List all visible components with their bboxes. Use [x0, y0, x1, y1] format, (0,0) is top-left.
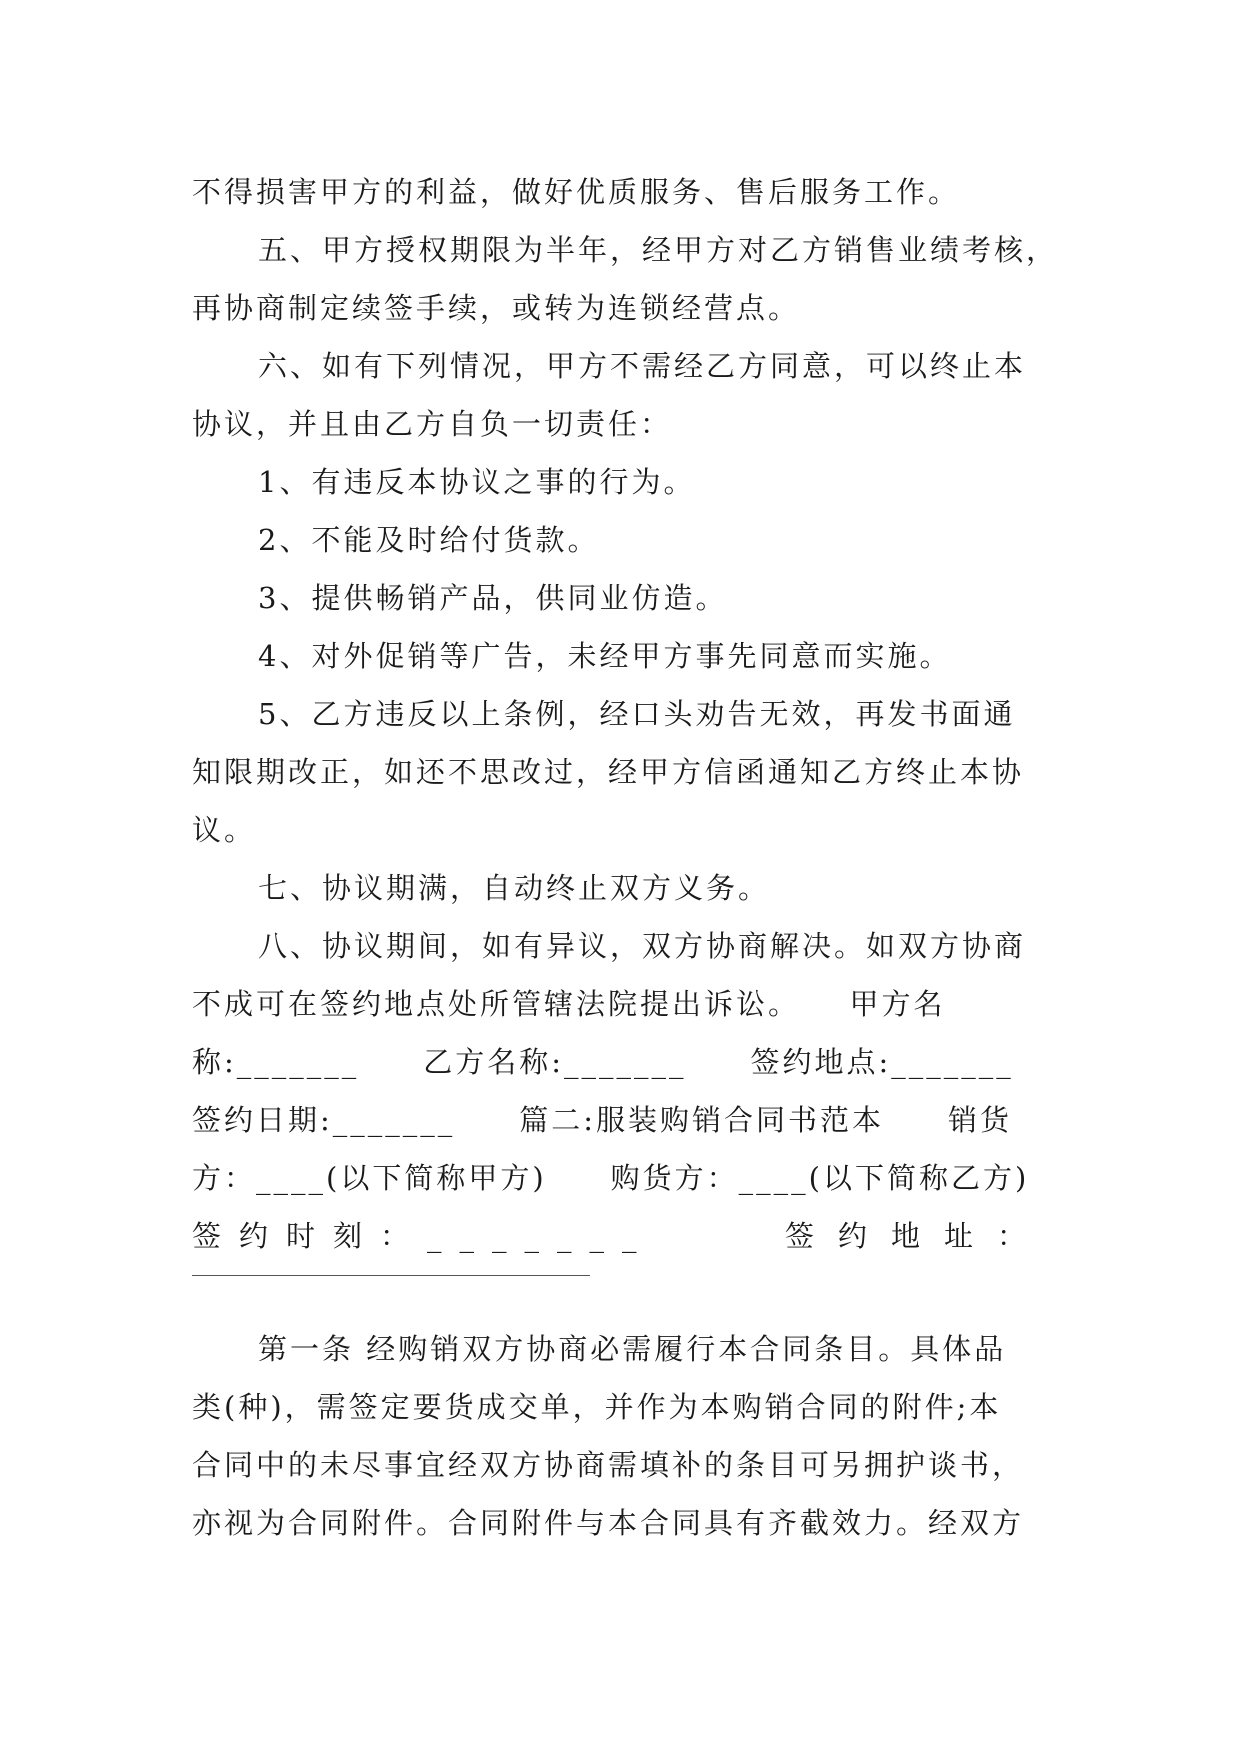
paragraph-line: 协议，并且由乙方自负一切责任：: [192, 407, 673, 441]
document-body: [192, 163, 1059, 1552]
clause-seven: 七、协议期满，自动终止双方义务。: [258, 871, 771, 905]
list-item-1: 1、有违反本协议之事的行为。: [258, 465, 696, 499]
article-one: 第一条 经购销双方协商必需履行本合同条目。具体品: [258, 1332, 1007, 1366]
clause-five: 五、甲方授权期限为半年，经甲方对乙方销售业绩考核，: [258, 233, 1059, 267]
paragraph-line: 再协商制定续签手续，或转为连锁经营点。: [192, 291, 801, 325]
spacer: [192, 1276, 1050, 1320]
sign-address-field: 签约地址：: [784, 1219, 1050, 1253]
list-item-4: 4、对外促销等广告，未经甲方事先同意而实施。: [258, 639, 952, 673]
paragraph-line: 议。: [192, 813, 257, 847]
paragraph-line: 亦视为合同附件。合同附件与本合同具有齐截效力。经双方: [192, 1506, 1025, 1540]
list-item-2: 2、不能及时给付货款。: [258, 523, 600, 557]
sign-time-field: 签约时刻：_______: [192, 1219, 655, 1253]
parties-line: 方：____(以下简称甲方) 购货方：____(以下简称乙方): [192, 1161, 1030, 1195]
paragraph-line: 合同中的未尽事宜经双方协商需填补的条目可另拥护谈书，: [192, 1448, 1025, 1482]
paragraph-line: 知限期改正，如还不思改过，经甲方信函通知乙方终止本协: [192, 755, 1025, 789]
signature-fields-line: 称:_______ 乙方名称:_______ 签约地点:_______: [192, 1045, 1014, 1079]
clause-eight: 八、协议期间，如有异议，双方协商解决。如双方协商: [258, 929, 1027, 963]
paragraph-line: 类(种)，需签定要货成交单，并作为本购销合同的附件;本: [192, 1390, 1002, 1424]
sign-time-address-line: [192, 1207, 1050, 1265]
paragraph-line: 不得损害甲方的利益，做好优质服务、售后服务工作。: [192, 175, 961, 209]
list-item-5: 5、乙方违反以上条例，经口头劝告无效，再发书面通: [258, 697, 1016, 731]
signature-date-line: 签约日期:_______ 篇二:服装购销合同书范本 销货: [192, 1103, 1013, 1137]
paragraph-line: 不成可在签约地点处所管辖法院提出诉讼。 甲方名: [192, 987, 946, 1021]
clause-six: 六、如有下列情况，甲方不需经乙方同意，可以终止本: [258, 349, 1027, 383]
list-item-3: 3、提供畅销产品，供同业仿造。: [258, 581, 728, 615]
